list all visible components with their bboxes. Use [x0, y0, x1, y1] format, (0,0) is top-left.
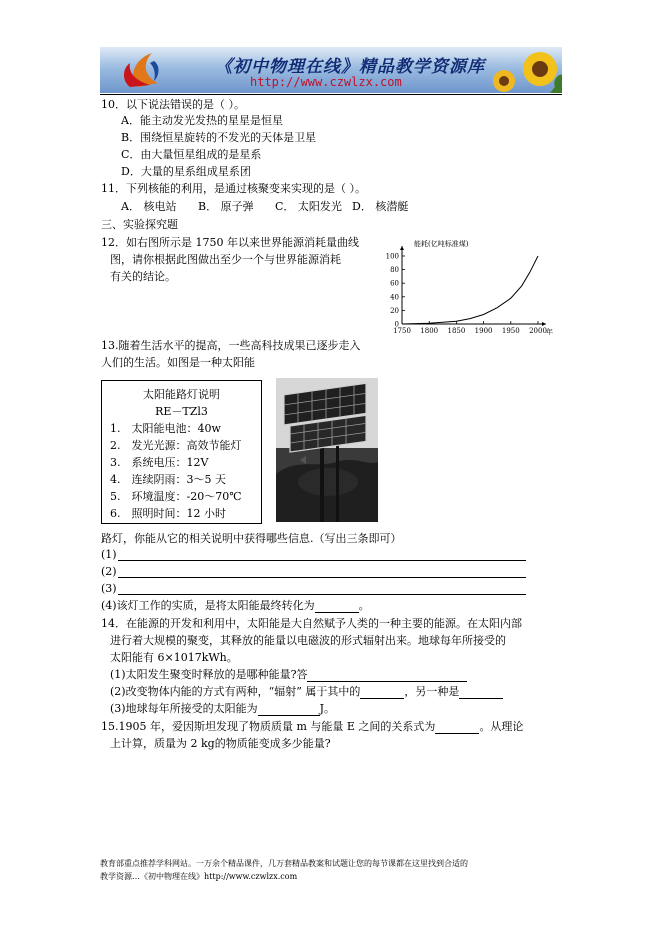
footer-line2 [100, 870, 570, 883]
q11-option-a: A． 核电站 [121, 200, 177, 213]
chart-y-tick-label: 80 [390, 266, 399, 275]
q15-line1-text: 15.1905 年，爱因斯坦发现了物质质量 m 与能量 E 之间的关系式为 [101, 720, 436, 733]
banner-title: 《初中物理在线》精品教学资源库 [215, 57, 485, 77]
header-banner [100, 47, 562, 93]
q15-line2: 上计算，质量为 2 kg的物质能变成多少能量? [110, 737, 331, 750]
q12-line2: 图，请你根据此图做出至少一个与世界能源消耗 [110, 253, 341, 266]
spec-item: 3. 系统电压：12V [110, 456, 209, 469]
answer-line-2[interactable] [118, 577, 526, 578]
q14-sub1-text: (1)太阳发生聚变时释放的是哪种能量?答 [110, 668, 308, 681]
chart-x-arrow [542, 322, 546, 326]
header-divider [100, 94, 562, 95]
chart-y-axis-label: 能耗(亿吨标准煤) [414, 240, 469, 248]
chart-y-arrow [400, 246, 404, 250]
chart-series-line [402, 256, 538, 324]
answer-line-1[interactable] [118, 560, 526, 561]
q14-sub2-text-b: ，另一种是 [404, 685, 460, 698]
chart-x-ticks [393, 321, 547, 335]
q13-line3: 路灯，你能从它的相关说明中获得哪些信息.（写出三条即可） [101, 532, 402, 545]
q13-sub4 [101, 599, 370, 613]
footer-url[interactable]: http://www.czwlzx.com [204, 872, 298, 881]
answer-blank[interactable] [360, 687, 404, 699]
q14-sub2 [110, 685, 503, 699]
q13-sub4-text: (4)该灯工作的实质，是将太阳能最终转化为 [101, 599, 315, 612]
q14-sub3-unit: J。 [319, 702, 336, 715]
q10-option-a: A．能主动发光发热的星星是恒星 [121, 114, 283, 127]
answer-label-3: (3) [101, 582, 117, 595]
q14-line2: 进行着大规模的聚变，其释放的能量以电磁波的形式辐射出来。地球每年所接受的 [110, 634, 506, 647]
q11-option-c: C． 太阳发光 [275, 200, 342, 213]
q14-sub1 [110, 668, 467, 682]
spec-model: RE－TZl3 [155, 405, 208, 418]
answer-blank[interactable] [315, 601, 359, 613]
chart-y-tick-label: 0 [394, 320, 399, 329]
q15-line1 [101, 720, 523, 734]
energy-consumption-chart [380, 236, 560, 344]
chart-y-tick-label: 20 [390, 306, 399, 315]
q13-line1: 13.随着生活水平的提高，一些高科技成果已逐步走入 [101, 339, 361, 352]
answer-line-3[interactable] [118, 594, 526, 595]
spec-item: 6. 照明时间：12 小时 [110, 507, 226, 520]
q11-stem: 11．下列核能的利用，是通过核聚变来实现的是（ ）。 [101, 182, 366, 195]
q13-line2: 人们的生活。如图是一种太阳能 [101, 356, 255, 369]
answer-blank[interactable] [459, 687, 503, 699]
q11-option-d: D． 核潜艇 [352, 200, 409, 213]
sunflower-icon [493, 52, 562, 93]
footer-site: 教学资源…《初中物理在线》 [100, 872, 204, 881]
answer-label-1: (1) [101, 548, 117, 561]
chart-x-axis-label: 年 [546, 328, 553, 336]
q14-sub2-text: (2)改变物体内能的方式有两种，“辐射” 属于其中的 [110, 685, 361, 698]
chart-y-tick-label: 60 [390, 279, 399, 288]
chart-axes [400, 246, 546, 326]
q10-option-c: C．由大量恒星组成的是星系 [121, 148, 262, 161]
footer-line1: 教育部重点推荐学科网站。一万余个精品课件，几万套精品教案和试题让您的每节课都在这里找到合适的 [100, 859, 468, 868]
q12-line3: 有关的结论。 [110, 270, 176, 283]
q12-line1: 12．如右图所示是 1750 年以来世界能源消耗量曲线 [101, 236, 359, 249]
answer-blank[interactable] [258, 704, 320, 716]
spec-title: 太阳能路灯说明 [143, 388, 220, 401]
chart-x-tick-label: 2000 [529, 327, 547, 335]
q10-option-d: D．大量的星系组成星系团 [121, 165, 251, 178]
answer-label-2: (2) [101, 565, 117, 578]
answer-blank[interactable] [307, 670, 467, 682]
q14-line3: 太阳能有 6×1017kWh。 [110, 651, 238, 664]
chart-x-tick-label: 1800 [420, 327, 439, 335]
chart-x-tick-label: 1900 [474, 327, 493, 335]
chart-y-tick-label: 40 [390, 293, 399, 302]
q14-sub3-text: (3)地球每年所接受的太阳能为 [110, 702, 258, 715]
q10-option-b: B．围绕恒星旋转的不发光的天体是卫星 [121, 131, 317, 144]
spec-item: 1. 太阳能电池：40w [110, 422, 221, 435]
spec-item: 4. 连续阴雨：3～5 天 [110, 473, 226, 486]
q13-sub4-end: 。 [358, 599, 370, 612]
answer-blank[interactable] [435, 722, 479, 734]
q11-option-b: B． 原子弹 [198, 200, 254, 213]
footer [100, 857, 570, 883]
banner-url[interactable]: http://www.czwlzx.com [250, 75, 402, 89]
q14-sub3 [110, 702, 335, 716]
chart-y-tick-label: 100 [385, 252, 399, 261]
chart-x-tick-label: 1850 [447, 327, 466, 335]
spec-item: 5. 环境温度：-20～70℃ [110, 490, 242, 503]
logo-icon [124, 53, 159, 87]
solar-lamp-photo [276, 378, 378, 522]
q10-stem: 10．以下说法错误的是（ ）。 [101, 98, 245, 111]
q15-line1-end: 。从理论 [479, 720, 524, 733]
q14-line1: 14．在能源的开发和利用中，太阳能是大自然赋予人类的一种主要的能源。在太阳内部 [101, 617, 522, 630]
spec-box [101, 380, 262, 524]
chart-x-tick-label: 1750 [393, 327, 411, 335]
chart-x-tick-label: 1950 [501, 327, 520, 335]
spec-item: 2. 发光光源：高效节能灯 [110, 439, 242, 452]
section-heading: 三、实验探究题 [101, 218, 178, 231]
